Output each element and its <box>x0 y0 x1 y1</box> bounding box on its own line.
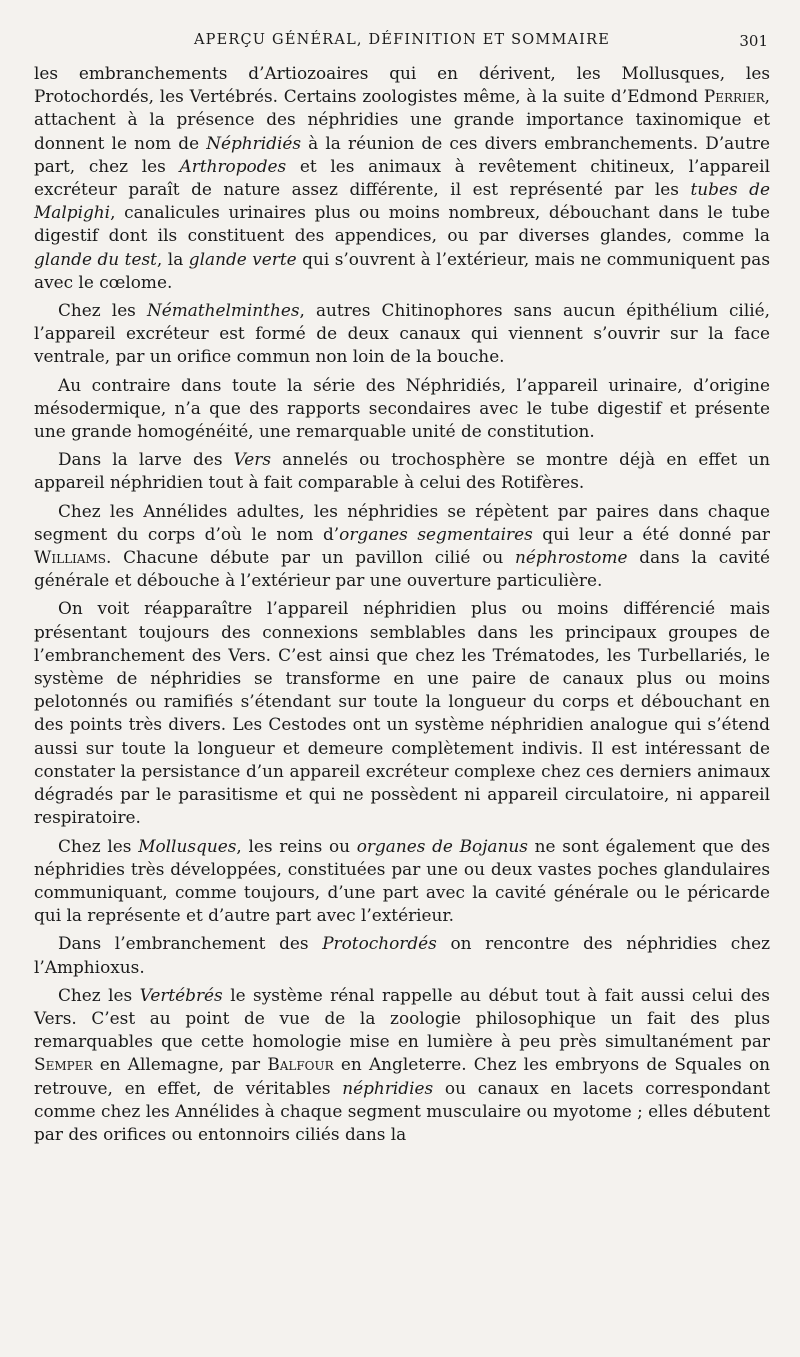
text-run: les embranchements d’Artiozoaires qui en dérivent, les Mollusques, les Protochordés, les Vertébrés. Certains zoologistes même, à la suite d’Edmond <box>34 63 770 107</box>
text-run: On voit réapparaître l’appareil néphridien plus ou moins différencié mais présentant toujours des connexions semblables dans les principaux groupes de l’embranchement des Vers. C’est ainsi que chez les Trématodes, les Turbellariés, le système de néphridies se transforme en une paire de canaux plus ou moins pelotonnés ou ramifiés s’étendant sur toute la longueur du corps et débouchant en des points très divers. Les Cestodes ont un système néphridien analogue qui s’étend aussi sur toute la longueur et demeure complètement indivis. Il est intéressant de constater la persistance d’un appareil excréteur complexe chez ces derniers animaux dégradés par le parasitisme et qui ne possèdent ni appareil circulatoire, ni appareil respiratoire. <box>34 598 770 828</box>
text-run: ou canaux en lacets correspondant comme chez les Annélides à chaque segment musculaire ou myotome ; elles débutent par des orifices ou entonnoirs ciliés dans la <box>34 1077 770 1144</box>
author-name: Perrier <box>703 86 765 107</box>
italic-term: glande du test <box>34 248 157 269</box>
paragraph <box>34 500 770 593</box>
text-run: Au contraire dans toute la série des Néphridiés, l’appareil urinaire, d’origine mésodermique, n’a que des rapports secondaires avec le tube digestif et présente une grande homogénéité, une remarquable unité de constitution. <box>34 374 770 442</box>
text-run: le système rénal rappelle au début tout à fait aussi celui des Vers. C’est au point de vue de la zoologie philosophique un fait des plus remarquables que cette homologie mise en lumière à peu près simultanément par <box>34 984 770 1052</box>
paragraph <box>34 62 770 294</box>
italic-term: glande verte <box>188 248 297 269</box>
author-name: Williams <box>34 547 106 568</box>
text-run: en Allemagne, par <box>92 1054 268 1075</box>
text-run: , autres Chitinophores sans aucun épithélium cilié, l’appareil excréteur est formé de deux canaux qui viennent s’ouvrir sur la face ventrale, par un orifice commun non loin de la bouche. <box>34 300 770 367</box>
body-text <box>34 62 770 1146</box>
italic-term: Arthropodes <box>179 155 287 176</box>
italic-term: organes de Bojanus <box>356 835 528 856</box>
italic-term: Vertébrés <box>139 984 223 1005</box>
paragraph <box>34 374 770 444</box>
italic-term: Néphridiés <box>206 132 302 153</box>
author-name: Semper <box>34 1054 93 1075</box>
text-run: , attachent à la présence des néphridies une grande importance taxinomique et donnent le nom de <box>34 86 770 153</box>
page-header <box>34 28 770 62</box>
text-run: dans la cavité générale et débouche à l’extérieur par une ouverture particulière. <box>34 547 771 591</box>
italic-term: tubes de Malpighi <box>34 179 770 223</box>
text-run: , canalicules urinaires plus ou moins nombreux, débouchant dans le tube digestif dont ils constituent des appendices, ou par diverses glandes, comme la <box>34 202 770 246</box>
text-run: Chez les <box>58 984 140 1005</box>
text-run: . Chacune débute par un pavillon cilié ou <box>105 547 516 568</box>
text-run: Dans la larve des <box>58 449 234 470</box>
text-run: , les reins ou <box>236 835 357 856</box>
text-run: ne sont également que des néphridies très développées, constituées par une ou deux vastes poches glandulaires communiquant, comme toujours, d’une part avec la cavité générale ou le péricarde qui la représente et d’autre part avec l’extérieur. <box>34 835 770 926</box>
italic-term: néphridies <box>342 1077 434 1098</box>
text-run: à la réunion de ces divers embranchements. D’autre part, chez les <box>34 132 770 176</box>
italic-term: néphrostome <box>515 547 628 568</box>
text-run: annelés ou trochosphère se montre déjà en effet un appareil néphridien tout à fait comparable à celui des Rotifères. <box>34 449 770 493</box>
italic-term: Protochordés <box>322 933 437 954</box>
running-title: APERÇU GÉNÉRAL, DÉFINITION ET SOMMAIRE <box>193 32 610 48</box>
italic-term: Vers <box>233 449 272 470</box>
text-run: , la <box>156 248 189 269</box>
text-run: et les animaux à revêtement chitineux, l’appareil excréteur paraît de nature assez différente, il est représenté par les <box>34 155 770 200</box>
italic-term: organes segmentaires <box>339 523 533 544</box>
author-name: Balfour <box>267 1054 334 1075</box>
italic-term: Némathelminthes <box>146 300 300 321</box>
text-run: on rencontre des néphridies chez l’Amphioxus. <box>34 933 770 977</box>
paragraph <box>34 597 770 829</box>
italic-term: Mollusques <box>138 835 237 856</box>
text-run: Chez les <box>58 835 139 856</box>
page-number: 301 <box>739 32 768 50</box>
text-run: Dans l’embranchement des <box>58 933 323 954</box>
paragraph <box>34 984 770 1146</box>
paragraph <box>34 448 770 494</box>
text-run: qui leur a été donné par <box>532 523 770 544</box>
text-run: en Angleterre. Chez les embryons de Squales on retrouve, en effet, de véritables <box>34 1054 770 1098</box>
text-run: Chez les Annélides adultes, les néphridies se répètent par paires dans chaque segment du corps d’où le nom d’ <box>34 500 770 544</box>
paragraph <box>34 932 770 978</box>
paragraph <box>34 299 770 369</box>
paragraph <box>34 835 770 928</box>
text-run: Chez les <box>58 300 147 321</box>
text-run: qui s’ouvrent à l’extérieur, mais ne communiquent pas avec le cœlome. <box>34 248 770 292</box>
